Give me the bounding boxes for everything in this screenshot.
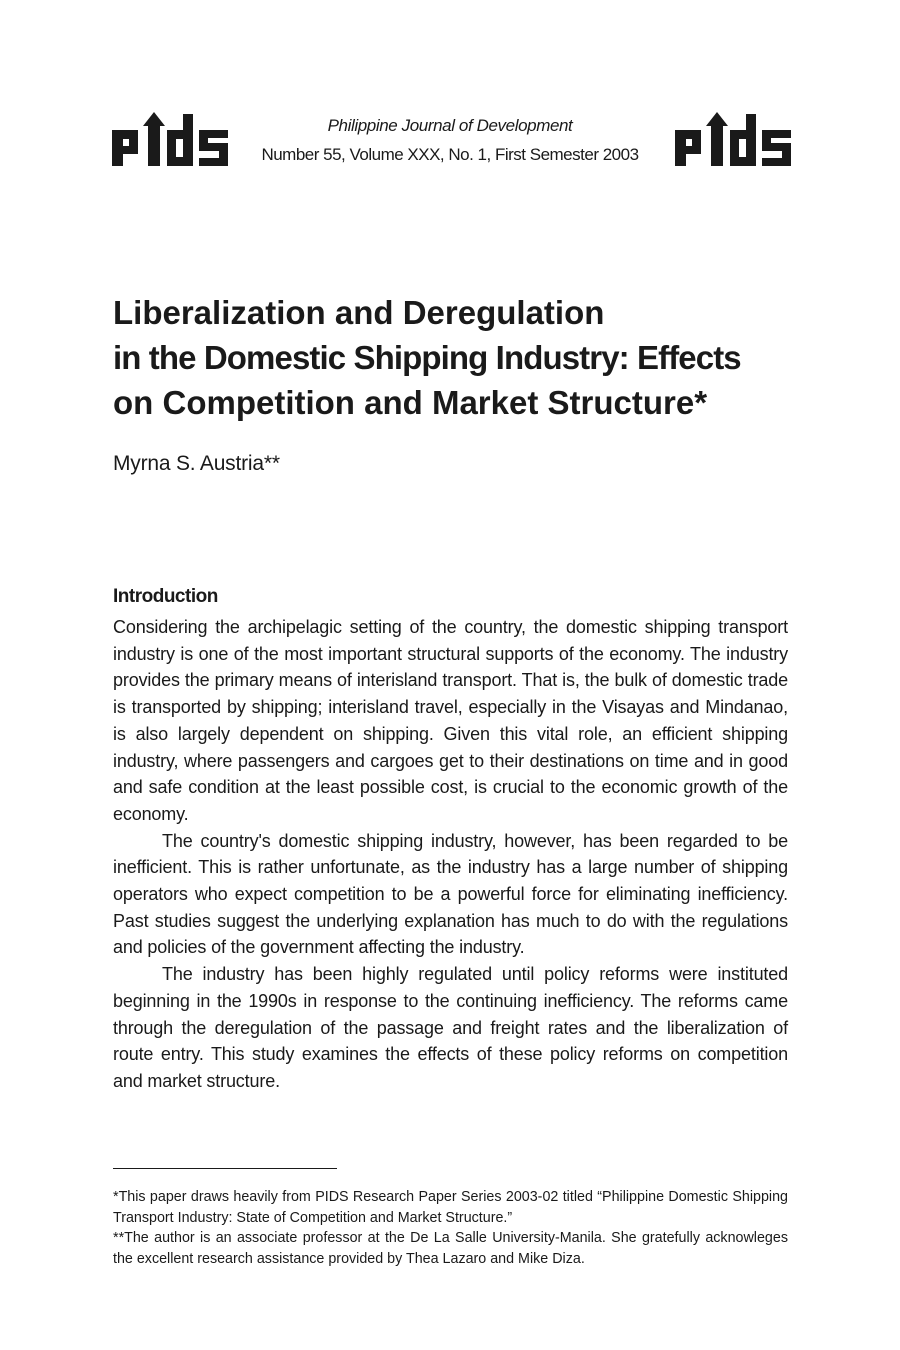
journal-issue: Number 55, Volume XXX, No. 1, First Semester 2003 [261, 145, 639, 164]
paragraph: Considering the archipelagic setting of the country, the domestic shipping transport industry is one of the most important structural supports of the economy. The industry provides the primary means of interisland transport. That is, the bulk of domestic trade is transported by shipping; interisland travel, especially in the Visayas and Mindanao, is also largely dependent on shipping. Given this vital role, an efficient shipping industry, where passengers and cargoes get to their destinations on time and in good and safe condition at the least possible cost, is crucial to the economic growth of the economy. [113, 617, 788, 824]
journal-header [240, 114, 660, 170]
title-line: Liberalization and Deregulation [113, 294, 605, 331]
body-text [113, 614, 788, 1095]
journal-name: Philippine Journal of Development [327, 116, 573, 135]
paragraph: The country's domestic shipping industry, however, has been regarded to be inefficient. This is rather unfortunate, as the industry has a large number of shipping operators who expect competition to be a powerful force for eliminating inefficiency. Past studies suggest the underlying explanation has much to do with the regulations and policies of the government affecting the industry. [113, 830, 788, 958]
pids-logo-right [675, 110, 791, 168]
author-name: Myrna S. Austria** [113, 452, 280, 475]
footnote-divider [113, 1168, 337, 1169]
footnote: *This paper draws heavily from PIDS Research Paper Series 2003-02 titled “Philippine Domestic Shipping Transport Industry: State of Competition and Market Structure.” [113, 1189, 788, 1226]
section-heading: Introduction [113, 586, 218, 607]
paragraph: The industry has been highly regulated until policy reforms were instituted beginning in the 1990s in response to the continuing inefficiency. The reforms came through the deregulation of the passage and freight rates and the liberalization of route entry. This study examines the effects of these policy reforms on competition and market structure. [113, 964, 788, 1091]
title-line: in the Domestic Shipping Industry: Effects [113, 339, 741, 376]
pids-logo-icon [112, 110, 228, 168]
article-title [113, 290, 833, 425]
footnote: **The author is an associate professor at the De La Salle University-Manila. She gratefully acknowleges the excellent research assistance provided by Thea Lazaro and Mike Diza. [113, 1230, 788, 1267]
footnotes [113, 1187, 788, 1269]
title-line: on Competition and Market Structure* [113, 384, 708, 421]
pids-logo-icon [675, 110, 791, 168]
pids-logo-left [112, 110, 228, 168]
